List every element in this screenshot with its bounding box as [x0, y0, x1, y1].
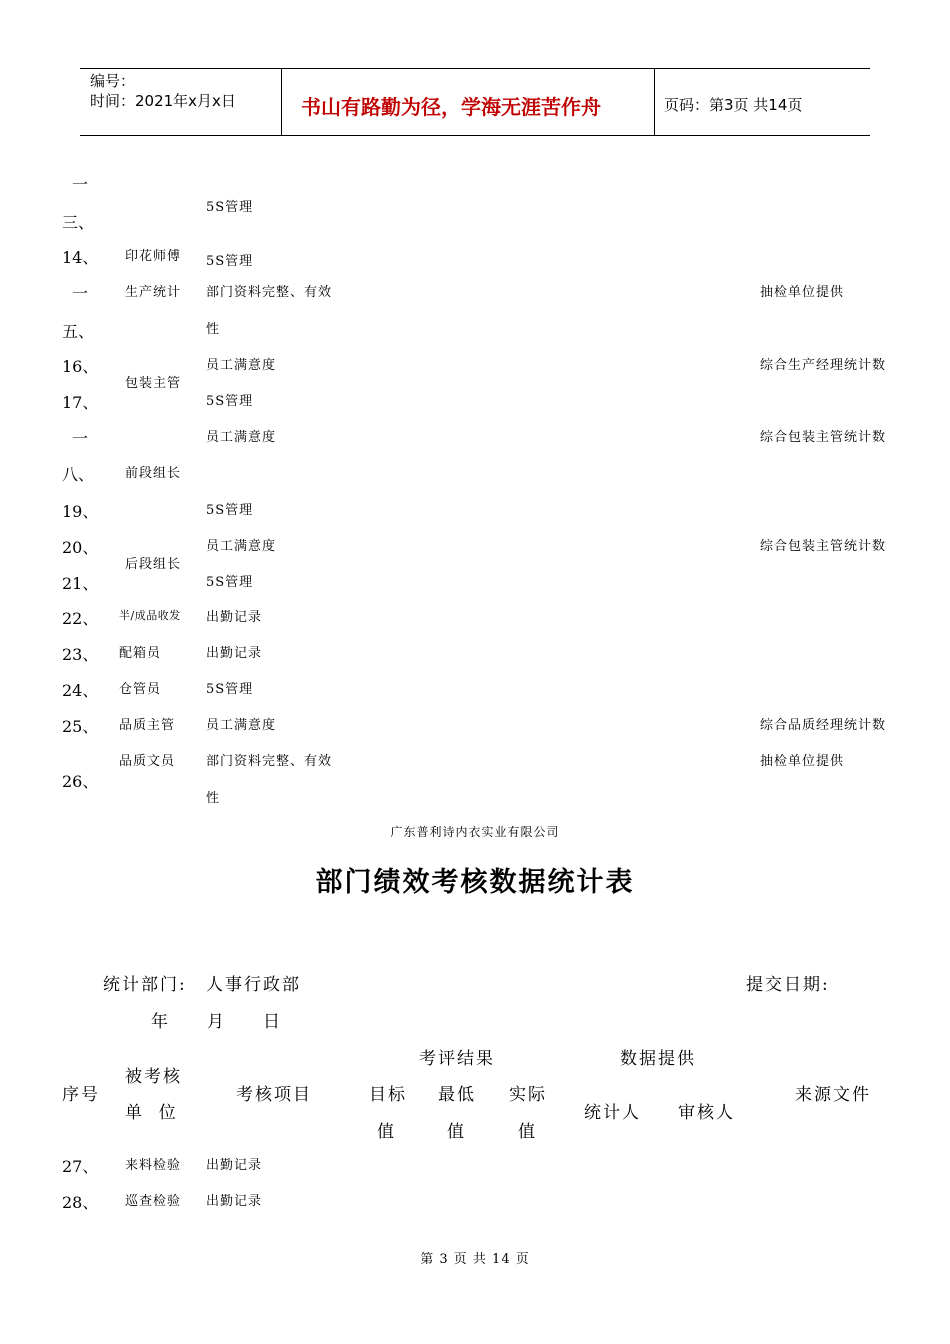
row-source: 综合品质经理统计数	[760, 718, 887, 733]
row-number: 23、	[62, 645, 99, 664]
row-number: 三、	[62, 213, 95, 232]
dept-label: 统计部门:	[103, 975, 187, 995]
header-min-line1: 最低	[438, 1085, 476, 1105]
row-item: 出勤记录	[206, 610, 263, 625]
row-unit: 生产统计	[125, 285, 182, 300]
row-item: 员工满意度	[206, 539, 277, 554]
row-unit: 后段组长	[125, 557, 182, 572]
row-unit: 品质文员	[119, 754, 176, 769]
row-number: 17、	[62, 393, 99, 412]
row-item: 部门资料完整、有效	[206, 285, 333, 300]
header-actual-line2: 值	[518, 1122, 537, 1142]
row-number: 一	[72, 429, 89, 448]
row-unit: 配箱员	[119, 646, 162, 661]
row-unit: 包装主管	[125, 376, 182, 391]
row-number: 五、	[62, 322, 95, 341]
row-item: 5S管理	[206, 200, 254, 215]
row-number: 20、	[62, 538, 99, 557]
row-source: 综合生产经理统计数	[760, 358, 887, 373]
row-unit: 来料检验	[125, 1158, 182, 1173]
row-item: 5S管理	[206, 394, 254, 409]
row-unit: 仓管员	[119, 682, 162, 697]
row-number: 八、	[62, 465, 95, 484]
row-source: 综合包装主管统计数	[760, 430, 887, 445]
header-unit-line1: 被考核	[125, 1067, 182, 1087]
row-item: 5S管理	[206, 254, 254, 269]
row-number: 14、	[62, 248, 99, 267]
header-target-line1: 目标	[369, 1085, 407, 1105]
header-top-rule	[80, 68, 870, 69]
row-number: 一	[72, 175, 89, 194]
dept-value: 人事行政部	[206, 975, 301, 995]
row-number: 26、	[62, 772, 99, 791]
row-item-continued: 性	[206, 322, 221, 337]
company-name: 广东普利诗内衣实业有限公司	[390, 825, 560, 839]
row-number: 28、	[62, 1193, 99, 1212]
header-divider-right	[654, 68, 655, 136]
row-item: 5S管理	[206, 682, 254, 697]
header-time: 时间：2021年x月x日	[90, 92, 236, 110]
row-number: 一	[72, 284, 89, 303]
row-unit: 印花师傅	[125, 249, 182, 264]
row-item: 5S管理	[206, 575, 254, 590]
row-item: 员工满意度	[206, 718, 277, 733]
row-number: 16、	[62, 357, 99, 376]
row-unit: 前段组长	[125, 466, 182, 481]
row-item: 部门资料完整、有效	[206, 754, 333, 769]
header-bottom-rule	[80, 135, 870, 136]
row-number: 22、	[62, 609, 99, 628]
row-number: 24、	[62, 681, 99, 700]
row-item: 出勤记录	[206, 646, 263, 661]
header-source-file: 来源文件	[795, 1085, 871, 1105]
header-seq: 序号	[62, 1085, 100, 1105]
header-unit-line2: 单 位	[125, 1103, 178, 1123]
row-source: 抽检单位提供	[760, 285, 845, 300]
header-motto: 书山有路勤为径，学海无涯苦作舟	[301, 95, 601, 119]
row-item: 出勤记录	[206, 1194, 263, 1209]
row-source: 抽检单位提供	[760, 754, 845, 769]
row-item: 出勤记录	[206, 1158, 263, 1173]
header-actual-line1: 实际	[509, 1085, 547, 1105]
row-item: 员工满意度	[206, 358, 277, 373]
row-unit: 半/成品收发	[119, 609, 181, 622]
header-min-line2: 值	[447, 1122, 466, 1142]
row-source: 综合包装主管统计数	[760, 539, 887, 554]
row-item: 5S管理	[206, 503, 254, 518]
header-stat-person: 统计人	[584, 1103, 641, 1123]
row-item-continued: 性	[206, 791, 221, 806]
page-footer: 第 3 页 共 14 页	[420, 1252, 530, 1267]
header-serial: 编号：	[90, 72, 136, 90]
row-number: 27、	[62, 1157, 99, 1176]
row-item: 员工满意度	[206, 430, 277, 445]
header-data-provide: 数据提供	[620, 1049, 696, 1069]
row-unit: 巡查检验	[125, 1194, 182, 1209]
document-title: 部门绩效考核数据统计表	[315, 867, 635, 898]
date-label: 提交日期:	[746, 975, 830, 995]
date-parts: 年 月 日	[151, 1012, 283, 1032]
row-number: 21、	[62, 574, 99, 593]
header-page-info: 页码：第3页 共14页	[664, 96, 803, 114]
header-target-line2: 值	[377, 1122, 396, 1142]
header-divider-left	[281, 68, 282, 136]
row-number: 19、	[62, 502, 99, 521]
row-number: 25、	[62, 717, 99, 736]
header-item: 考核项目	[236, 1085, 312, 1105]
header-reviewer: 审核人	[678, 1103, 735, 1123]
header-eval: 考评结果	[419, 1049, 495, 1069]
row-unit: 品质主管	[119, 718, 176, 733]
